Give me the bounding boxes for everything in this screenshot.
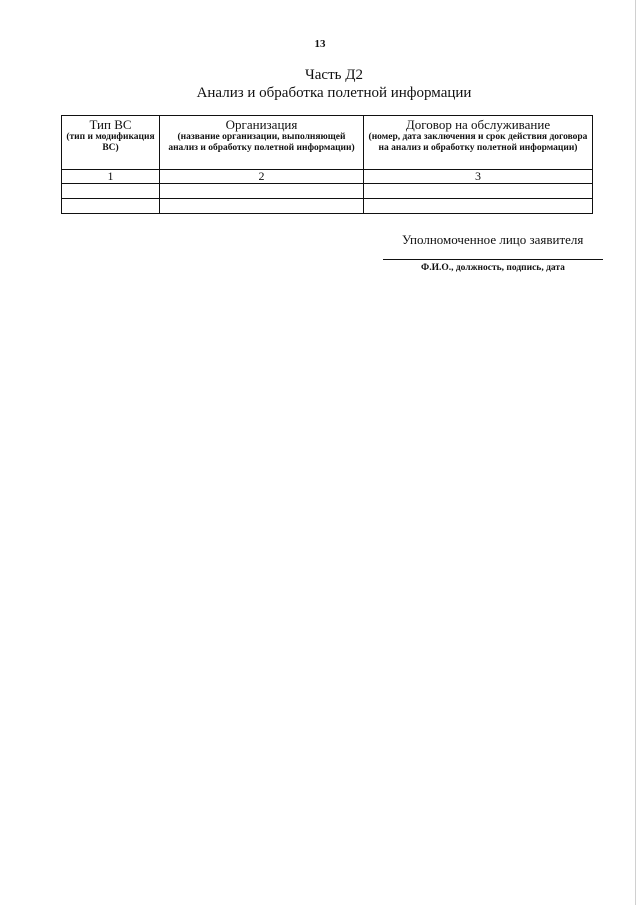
column-header-organization xyxy=(160,116,364,170)
part-subtitle: Анализ и обработка полетной информации xyxy=(196,85,472,101)
aircraft-data-table xyxy=(61,115,593,214)
table-header-row xyxy=(62,116,593,170)
page-edge-divider xyxy=(635,0,636,905)
column-header-service-contract xyxy=(364,116,593,170)
part-title: Часть Д2 xyxy=(305,67,363,83)
table-row xyxy=(62,199,593,214)
table-cell[interactable] xyxy=(62,184,160,199)
column-header-aircraft-type xyxy=(62,116,160,170)
column-title: Организация xyxy=(225,117,298,132)
column-number-row xyxy=(62,170,593,184)
table-cell[interactable] xyxy=(160,184,364,199)
authorized-person-label: Уполномоченное лицо заявителя xyxy=(402,232,584,247)
column-title: Договор на обслуживание xyxy=(405,117,551,132)
column-note: (номер, дата заключения и срок действия договора на анализ и обработку полетной информации) xyxy=(368,132,588,153)
table-cell[interactable] xyxy=(364,199,593,214)
table-cell[interactable] xyxy=(364,184,593,199)
table-row xyxy=(62,184,593,199)
table-cell[interactable] xyxy=(62,199,160,214)
signature-line[interactable] xyxy=(383,259,603,260)
column-note: (название организации, выполняющей анализ и обработку полетной информации) xyxy=(168,132,355,153)
column-number: 3 xyxy=(364,170,593,184)
page-number: 13 xyxy=(314,38,326,50)
signature-caption: Ф.И.О., должность, подпись, дата xyxy=(421,263,565,273)
column-note: (тип и модификация ВС) xyxy=(66,132,155,153)
column-number: 2 xyxy=(160,170,364,184)
column-number: 1 xyxy=(62,170,160,184)
column-title: Тип ВС xyxy=(89,117,132,132)
table-cell[interactable] xyxy=(160,199,364,214)
